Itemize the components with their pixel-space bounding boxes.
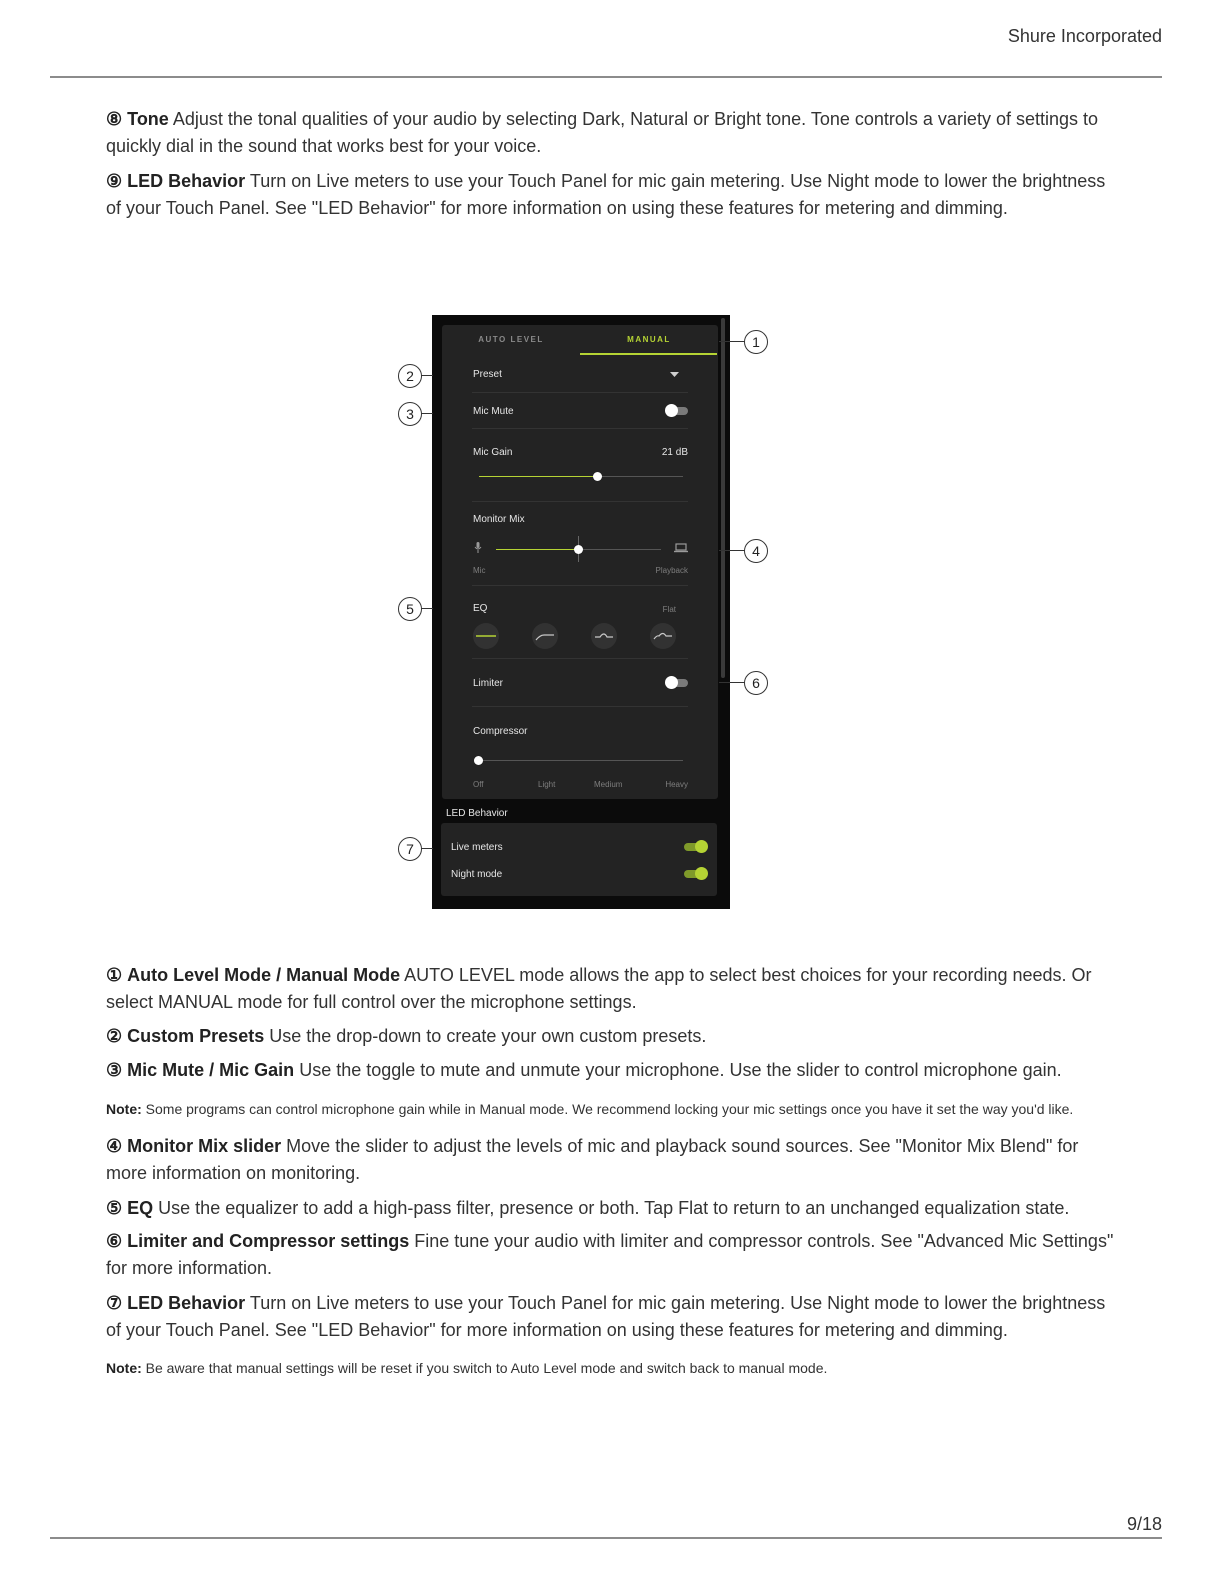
header-rule [50, 76, 1162, 78]
compressor-thumb[interactable] [474, 756, 483, 765]
limiter-label: Limiter [473, 678, 504, 689]
toggle-knob [665, 404, 678, 417]
live-meters-toggle[interactable] [684, 843, 706, 851]
mic-mute-label: Mic Mute [473, 406, 514, 417]
reset-note [106, 1358, 1116, 1378]
paragraph-body: Turn on Live meters to use your Touch Panel for mic gain metering. Use Night mode to lower the brightness of your Touch Panel. See "LED Behavior" for more information on using these features for metering and dimming. [106, 1293, 1106, 1340]
compressor-tick-medium: Medium [594, 780, 623, 789]
paragraph-title: Mic Mute / Mic Gain [127, 1060, 295, 1080]
led-behavior-paragraph [106, 168, 1116, 222]
callout-3: 3 [398, 402, 422, 426]
custom-presets-paragraph [106, 1023, 1116, 1050]
limiter-toggle[interactable] [666, 679, 688, 687]
callout-5: 5 [398, 597, 422, 621]
auto-manual-paragraph [106, 962, 1116, 1016]
eq-presence-icon [591, 623, 617, 649]
note-body: Some programs can control microphone gain while in Manual mode. We recommend locking your mic settings once you have it set the way you'd like. [141, 1101, 1074, 1117]
eq-paragraph [106, 1195, 1116, 1222]
note-label: Note: [106, 1360, 142, 1376]
night-mode-toggle[interactable] [684, 870, 706, 878]
row-divider [472, 706, 688, 707]
callout-1: 1 [744, 330, 768, 354]
note-label: Note: [106, 1101, 142, 1117]
live-meters-label: Live meters [451, 842, 503, 853]
eq-label: EQ [473, 603, 488, 614]
paragraph-body: AUTO LEVEL mode allows the app to select best choices for your recording needs. Or select MANUAL mode for full control over the microphone settings. [106, 965, 1092, 1012]
scrollbar[interactable] [721, 318, 725, 678]
paragraph-body: Turn on Live meters to use your Touch Panel for mic gain metering. Use Night mode to lower the brightness of your Touch Panel. See "LED Behavior" for more information on using these features for metering and dimming. [106, 171, 1106, 218]
paragraph-title: Tone [127, 109, 169, 129]
paragraph-marker: ⑨ [106, 171, 123, 191]
eq-state: Flat [662, 605, 676, 614]
callout-leader [719, 682, 745, 683]
paragraph-title: Auto Level Mode / Manual Mode [127, 965, 401, 985]
limiter-compressor-paragraph [106, 1228, 1116, 1282]
paragraph-marker: ② [106, 1026, 123, 1046]
eq-both-icon [650, 623, 676, 649]
eq-presence-button[interactable] [591, 623, 617, 649]
paragraph-title: LED Behavior [127, 171, 246, 191]
callout-leader [719, 341, 745, 342]
paragraph-marker: ③ [106, 1060, 123, 1080]
paragraph-title: EQ [127, 1198, 154, 1218]
paragraph-marker: ④ [106, 1136, 123, 1156]
led-behavior-section [441, 823, 717, 896]
callout-leader [421, 848, 433, 849]
paragraph-body: Fine tune your audio with limiter and compressor controls. See "Advanced Mic Settings" for more information. [106, 1231, 1114, 1278]
toggle-knob [695, 867, 708, 880]
led-behavior-heading: LED Behavior [446, 808, 508, 819]
eq-flat-button[interactable] [473, 623, 499, 649]
compressor-tick-heavy: Heavy [665, 780, 688, 789]
callout-leader [719, 550, 745, 551]
row-divider [472, 658, 688, 659]
paragraph-title: Monitor Mix slider [127, 1136, 282, 1156]
paragraph-body: Adjust the tonal qualities of your audio by selecting Dark, Natural or Bright tone. Tone controls a variety of settings to quickly dial in the sound that works best for your voice. [106, 109, 1099, 156]
compressor-tick-off: Off [473, 780, 484, 789]
monitor-mix-fill [496, 549, 579, 550]
callout-4: 4 [744, 539, 768, 563]
footer-rule [50, 1537, 1162, 1539]
preset-label: Preset [473, 369, 502, 380]
note-body: Be aware that manual settings will be reset if you switch to Auto Level mode and switch back to manual mode. [141, 1360, 828, 1376]
callout-2: 2 [398, 364, 422, 388]
monitor-mic-label: Mic [473, 566, 486, 575]
toggle-knob [695, 840, 708, 853]
row-divider [472, 428, 688, 429]
eq-high-pass-button[interactable] [532, 623, 558, 649]
tab-manual[interactable]: MANUAL [627, 335, 671, 344]
night-mode-label: Night mode [451, 869, 503, 880]
callout-leader [421, 413, 433, 414]
mic-mute-toggle[interactable] [666, 407, 688, 415]
mic-gain-thumb[interactable] [593, 472, 602, 481]
paragraph-marker: ⑧ [106, 109, 123, 129]
mic-gain-label: Mic Gain [473, 447, 513, 458]
paragraph-title: LED Behavior [127, 1293, 246, 1313]
compressor-track[interactable] [479, 760, 683, 761]
monitor-mix-paragraph [106, 1133, 1116, 1187]
paragraph-body: Move the slider to adjust the levels of mic and playback sound sources. See "Monitor Mix Blend" for more information on monitoring. [106, 1136, 1079, 1183]
compressor-label: Compressor [473, 726, 528, 737]
page-number: 9/18 [1126, 1514, 1162, 1534]
paragraph-title: Custom Presets [127, 1026, 265, 1046]
paragraph-body: Use the toggle to mute and unmute your microphone. Use the slider to control microphone gain. [294, 1060, 1062, 1080]
toggle-knob [665, 676, 678, 689]
chevron-down-icon[interactable] [670, 372, 679, 378]
laptop-icon [674, 543, 688, 553]
row-divider [472, 585, 688, 586]
callout-leader [421, 608, 433, 609]
tab-auto-level[interactable]: AUTO LEVEL [478, 335, 544, 344]
monitor-mix-label: Monitor Mix [473, 514, 525, 525]
callout-leader [421, 375, 433, 376]
mic-gain-value: 21 dB [661, 447, 688, 458]
paragraph-title: Limiter and Compressor settings [127, 1231, 410, 1251]
monitor-playback-label: Playback [655, 566, 688, 575]
active-tab-indicator [580, 353, 717, 355]
paragraph-body: Use the drop-down to create your own custom presets. [264, 1026, 707, 1046]
paragraph-body: Use the equalizer to add a high-pass filter, presence or both. Tap Flat to return to an unchanged equalization state. [153, 1198, 1070, 1218]
gain-note [106, 1099, 1116, 1119]
callout-7: 7 [398, 837, 422, 861]
callout-6: 6 [744, 671, 768, 695]
monitor-mix-thumb[interactable] [574, 545, 583, 554]
mic-mute-gain-paragraph [106, 1057, 1116, 1084]
paragraph-marker: ① [106, 965, 123, 985]
paragraph-marker: ⑤ [106, 1198, 123, 1218]
paragraph-marker: ⑦ [106, 1293, 123, 1313]
eq-both-button[interactable] [650, 623, 676, 649]
row-divider [472, 501, 688, 502]
compressor-tick-light: Light [538, 780, 556, 789]
tone-paragraph [106, 106, 1116, 160]
microphone-icon [474, 542, 482, 554]
company-name: Shure Incorporated [1007, 26, 1162, 46]
eq-flat-icon [473, 623, 499, 649]
mic-gain-fill [479, 476, 597, 477]
paragraph-marker: ⑥ [106, 1231, 123, 1251]
led-behavior-paragraph-2 [106, 1290, 1116, 1344]
row-divider [472, 392, 688, 393]
eq-high-pass-icon [532, 623, 558, 649]
